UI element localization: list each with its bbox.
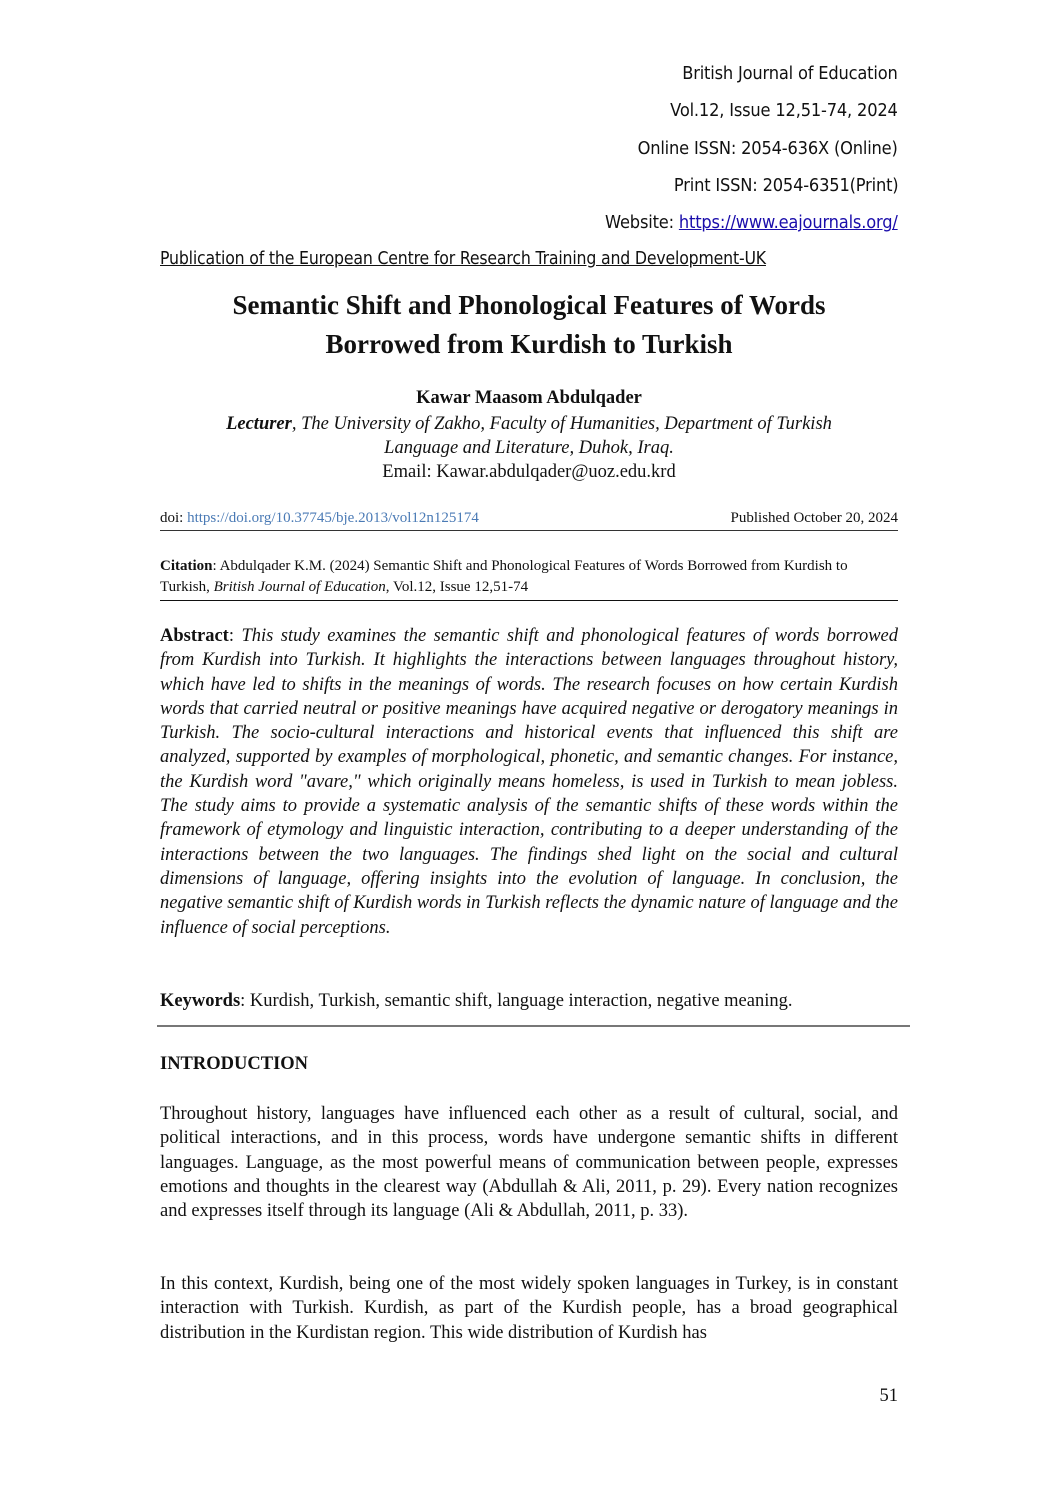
published-date: Published October 20, 2024 (730, 510, 898, 526)
author-name: Kawar Maasom Abdulqader (416, 388, 642, 408)
citation-journal: British Journal of Education (213, 579, 386, 595)
affiliation-line-2: Language and Literature, Duhok, Iraq. (384, 438, 674, 458)
publisher-line: Publication of the European Centre for Research Training and Development-UK (160, 249, 766, 269)
website-line (605, 213, 898, 233)
doi-row (160, 510, 898, 531)
doi (160, 510, 479, 527)
keywords-text: : Kurdish, Turkish, semantic shift, language interaction, negative meaning. (240, 991, 793, 1011)
citation-label: Citation (160, 558, 213, 574)
keywords (160, 991, 898, 1012)
abstract-text: This study examines the semantic shift and phonological features of words borrowed from Kurdish into Turkish. It highlights the interactions between languages throughout history, which have led to shifts in the meanings of words. The research focuses on how certain Kurdish words that carried neutral or positive meanings have acquired negative or derogatory meanings in Turkish. The socio-cultural interactions and historical events that influenced this shift are analyzed, supported by examples of morphological, phonetic, and semantic changes. For instance, the Kurdish word "avare," which originally means homeless, is used in Turkish to mean jobless. The study aims to provide a systematic analysis of the semantic shifts of these words within the framework of etymology and linguistic interaction, contributing to a deeper understanding of the interactions between the two languages. The findings shed light on the social and cultural dimensions of language, offering insights into the evolution of language. In conclusion, the negative semantic shift of Kurdish words in Turkish reflects the dynamic nature of language and the influence of social perceptions. (160, 626, 899, 938)
paragraph: In this context, Kurdish, being one of the most widely spoken languages in Turkey, is in constant interaction with Turkish. Kurdish, as part of the Kurdish people, has a broad geographical distribution in the Kurdistan region. This wide distribution of Kurdish has (160, 1274, 898, 1343)
online-issn: Online ISSN: 2054-636X (Online) (637, 139, 898, 159)
paragraph: Throughout history, languages have influenced each other as a result of cultural, social, and political interactions, and in this process, words have undergone semantic shifts in different languages. Language, as the most powerful means of communication between people, expresses emotions and thoughts in the clearest way (Abdullah & Ali, 2011, p. 29). Every nation recognizes and expresses itself through its language (Ali & Abdullah, 2011, p. 33). (160, 1104, 898, 1222)
affiliation-role: Lecturer (226, 414, 292, 434)
journal-name: British Journal of Education (682, 64, 898, 84)
page-number: 51 (879, 1386, 898, 1406)
website-label: Website: (605, 213, 680, 233)
volume-issue: Vol.12, Issue 12,51-74, 2024 (670, 101, 898, 121)
title-line-2: Borrowed from Kurdish to Turkish (325, 329, 733, 359)
introduction-heading: INTRODUCTION (160, 1054, 309, 1074)
citation-text: : Abdulqader K.M. (2024) Semantic Shift and Phonological Features of Words Borrowed from Kurdish to Turkish, (160, 558, 848, 595)
abstract: Abstract: This study examines the semantic shift and phonological features of words borrowed from Kurdish into Turkish. It highlights the interactions between languages throughout history, which have led to shifts in the meanings of words. The research focuses on how certain Kurdish words that carried neutral or positive meanings have acquired negative or derogatory meanings in Turkish. The socio-cultural interactions and historical events that influenced this shift are analyzed, supported by examples of morphological, phonetic, and semantic changes. For instance, the Kurdish word "avare," which originally means homeless, is used in Turkish to mean jobless. The study aims to provide a systematic analysis of the semantic shifts of these words within the framework of etymology and linguistic interaction, contributing to a deeper understanding of the interactions between the two languages. The findings shed light on the social and cultural dimensions of language, offering insights into the evolution of language. In conclusion, the negative semantic shift of Kurdish words in Turkish reflects the dynamic nature of language and the influence of social perceptions. (160, 626, 899, 938)
print-issn: Print ISSN: 2054-6351(Print) (673, 176, 898, 196)
doi-label: doi: (160, 510, 188, 526)
abstract-label: Abstract (160, 626, 229, 646)
citation-volume: , Vol.12, Issue 12,51-74 (385, 579, 529, 595)
section-divider (157, 1025, 910, 1027)
keywords-label: Keywords (160, 991, 241, 1011)
website-link[interactable]: https://www.eajournals.org/ (679, 213, 898, 233)
affiliation-line-1: , The University of Zakho, Faculty of Humanities, Department of Turkish (291, 414, 832, 434)
article-title (160, 286, 898, 364)
title-line-1: Semantic Shift and Phonological Features of Words (232, 290, 826, 320)
doi-link[interactable]: https://doi.org/10.37745/bje.2013/vol12n125174 (187, 510, 479, 526)
author-email: Email: Kawar.abdulqader@uoz.edu.krd (382, 462, 676, 482)
author-affiliation (160, 412, 898, 460)
citation (160, 556, 898, 601)
